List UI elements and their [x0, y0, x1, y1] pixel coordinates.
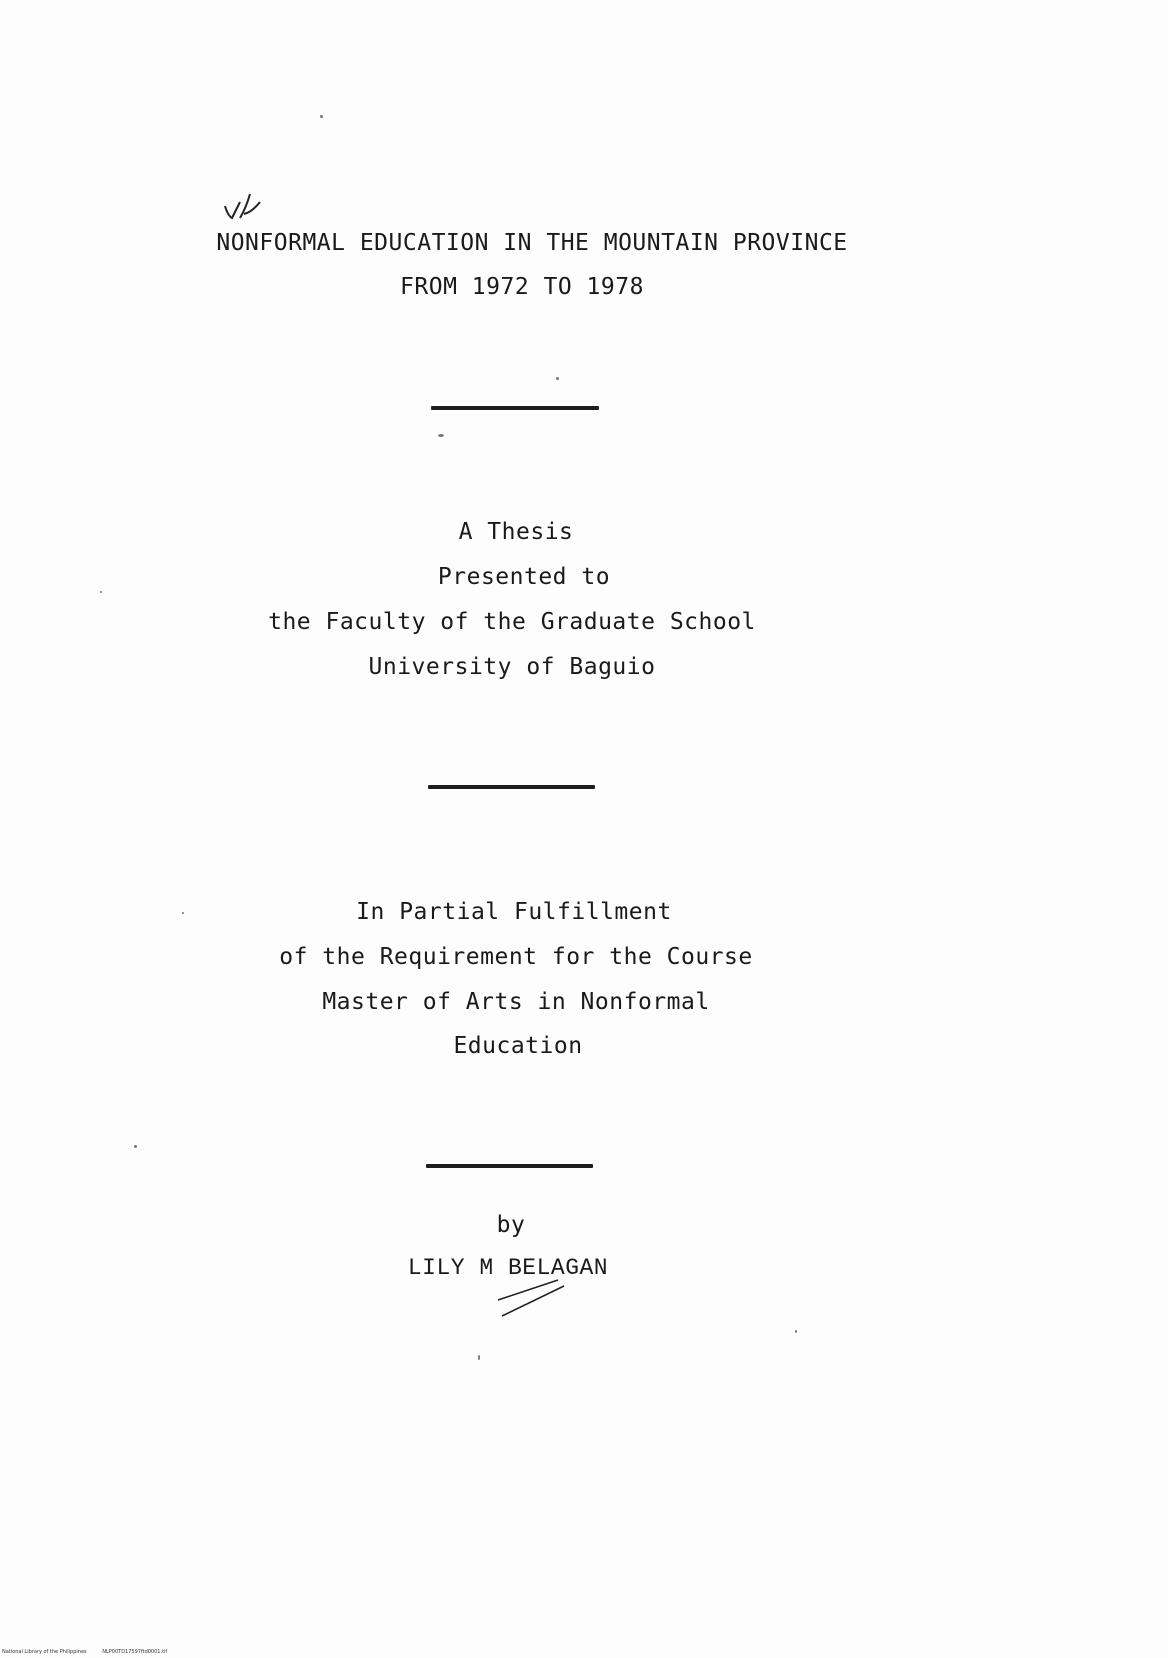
footer-file: NLP00TD17597ftd0001.tif	[102, 1649, 168, 1655]
fulfillment-line-1: In Partial Fulfillment	[356, 899, 672, 925]
title-line-1: NONFORMAL EDUCATION IN THE MOUNTAIN PROVINCE	[216, 230, 848, 256]
fulfillment-line-2: of the Requirement for the Course	[279, 944, 753, 970]
divider-3	[426, 1164, 593, 1168]
handwritten-check-mark	[222, 188, 266, 224]
scan-speck	[795, 1330, 797, 1333]
divider-1	[431, 406, 599, 410]
scan-speck	[320, 115, 323, 118]
presented-to: Presented to	[437, 564, 611, 590]
scan-speck	[556, 377, 559, 380]
title-line-2: FROM 1972 TO 1978	[400, 274, 644, 300]
signature-strokes	[494, 1278, 570, 1320]
footer-library: National Library of the Philippines	[2, 1649, 87, 1655]
faculty-line: the Faculty of the Graduate School	[268, 609, 756, 635]
scan-footer	[2, 1648, 181, 1656]
fulfillment-line-4: Education	[453, 1033, 583, 1059]
university-line: University of Baguio	[368, 654, 656, 680]
scan-speck	[438, 434, 444, 437]
scan-speck	[182, 912, 184, 914]
scan-speck	[134, 1145, 137, 1148]
scan-speck	[478, 1355, 480, 1360]
divider-2	[428, 785, 595, 789]
scan-speck	[100, 591, 102, 593]
fulfillment-line-3: Master of Arts in Nonformal	[322, 989, 710, 1015]
by-label: by	[496, 1212, 526, 1238]
author-name: LILY M BELAGAN	[407, 1255, 609, 1281]
thesis-label: A Thesis	[458, 519, 574, 545]
